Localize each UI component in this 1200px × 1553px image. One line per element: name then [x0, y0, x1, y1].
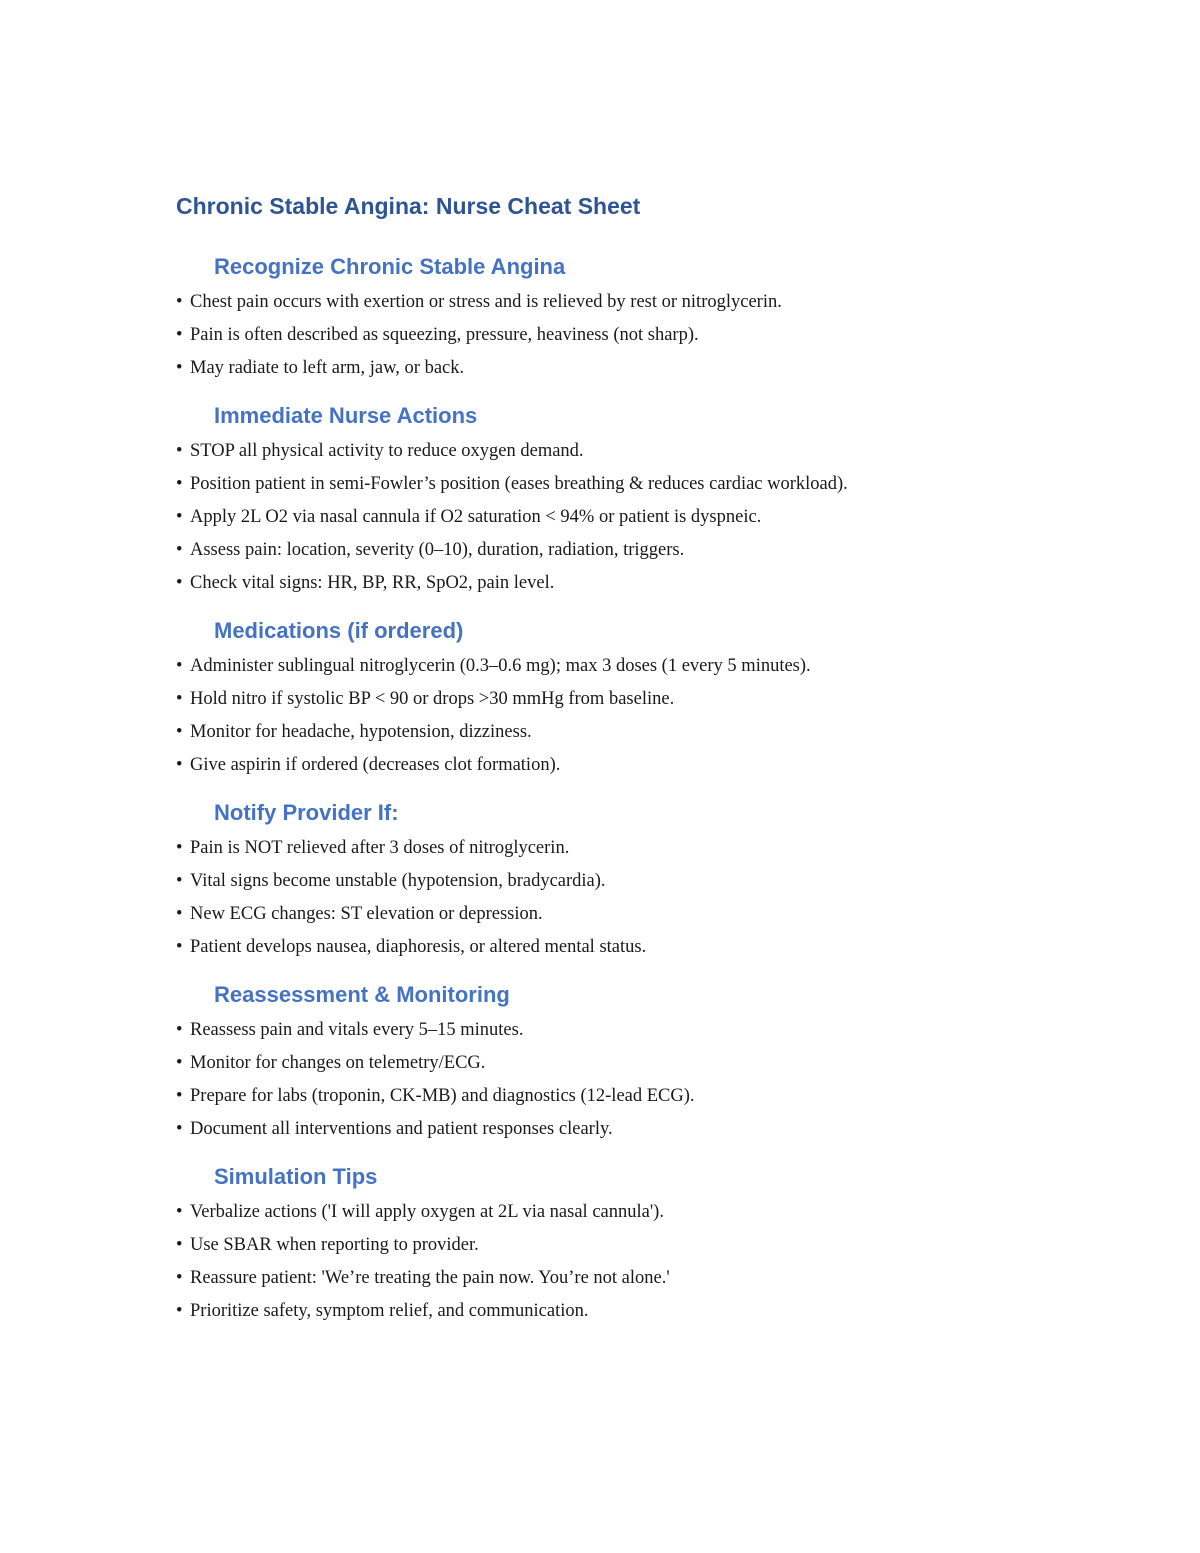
bullet-icon: • [176, 755, 183, 775]
bullet-icon: • [176, 1086, 183, 1106]
bullet-icon: • [176, 1235, 183, 1255]
bullet-text: Reassure patient: 'We’re treating the pain now. You’re not alone.' [190, 1268, 670, 1288]
bullet-text: Pain is NOT relieved after 3 doses of nitroglycerin. [190, 838, 570, 858]
bullet-text: Prioritize safety, symptom relief, and communication. [190, 1301, 589, 1321]
bullet-item [176, 749, 1076, 782]
bullet-list [176, 435, 1076, 600]
bullet-item [176, 1113, 1076, 1146]
bullet-text: Use SBAR when reporting to provider. [190, 1235, 479, 1255]
bullet-icon: • [176, 474, 183, 494]
bullet-text: Administer sublingual nitroglycerin (0.3–0.6 mg); max 3 doses (1 every 5 minutes). [190, 656, 811, 676]
bullet-text: Check vital signs: HR, BP, RR, SpO2, pain level. [190, 573, 555, 593]
bullet-text: Verbalize actions ('I will apply oxygen at 2L via nasal cannula'). [190, 1202, 664, 1222]
bullet-icon: • [176, 1053, 183, 1073]
bullet-item [176, 898, 1076, 931]
bullet-list [176, 832, 1076, 964]
bullet-text: Give aspirin if ordered (decreases clot formation). [190, 755, 561, 775]
bullet-icon: • [176, 937, 183, 957]
bullet-icon: • [176, 292, 183, 312]
section [176, 616, 1076, 782]
bullet-item [176, 286, 1076, 319]
bullet-text: Reassess pain and vitals every 5–15 minutes. [190, 1020, 524, 1040]
bullet-text: Patient develops nausea, diaphoresis, or altered mental status. [190, 937, 647, 957]
section [176, 252, 1076, 385]
bullet-icon: • [176, 573, 183, 593]
bullet-item [176, 683, 1076, 716]
section-heading: Recognize Chronic Stable Angina [214, 254, 566, 279]
bullet-icon: • [176, 904, 183, 924]
bullet-text: Document all interventions and patient responses clearly. [190, 1119, 613, 1139]
bullet-item [176, 567, 1076, 600]
bullet-text: Vital signs become unstable (hypotension, bradycardia). [190, 871, 606, 891]
bullet-icon: • [176, 838, 183, 858]
bullet-list [176, 1014, 1076, 1146]
bullet-icon: • [176, 507, 183, 527]
bullet-list [176, 286, 1076, 385]
bullet-item [176, 534, 1076, 567]
bullet-icon: • [176, 1202, 183, 1222]
bullet-list [176, 1196, 1076, 1328]
bullet-text: Hold nitro if systolic BP < 90 or drops >30 mmHg from baseline. [190, 689, 675, 709]
bullet-item [176, 1080, 1076, 1113]
bullet-item [176, 832, 1076, 865]
bullet-text: Pain is often described as squeezing, pressure, heaviness (not sharp). [190, 325, 699, 345]
bullet-icon: • [176, 441, 183, 461]
bullet-text: New ECG changes: ST elevation or depression. [190, 904, 543, 924]
section [176, 798, 1076, 964]
bullet-text: Monitor for headache, hypotension, dizziness. [190, 722, 532, 742]
bullet-icon: • [176, 871, 183, 891]
bullet-icon: • [176, 1301, 183, 1321]
bullet-item [176, 865, 1076, 898]
bullet-icon: • [176, 1119, 183, 1139]
bullet-icon: • [176, 689, 183, 709]
section-heading: Notify Provider If: [214, 800, 399, 825]
sections-container [176, 252, 1076, 1328]
document-title: Chronic Stable Angina: Nurse Cheat Sheet [176, 193, 641, 219]
bullet-text: Monitor for changes on telemetry/ECG. [190, 1053, 486, 1073]
bullet-item [176, 1229, 1076, 1262]
bullet-text: May radiate to left arm, jaw, or back. [190, 358, 465, 378]
bullet-icon: • [176, 722, 183, 742]
bullet-item [176, 352, 1076, 385]
bullet-list [176, 650, 1076, 782]
bullet-item [176, 501, 1076, 534]
bullet-icon: • [176, 1268, 183, 1288]
bullet-icon: • [176, 1020, 183, 1040]
bullet-text: Assess pain: location, severity (0–10), duration, radiation, triggers. [190, 540, 685, 560]
bullet-text: STOP all physical activity to reduce oxygen demand. [190, 441, 584, 461]
section [176, 1162, 1076, 1328]
bullet-item [176, 319, 1076, 352]
bullet-text: Apply 2L O2 via nasal cannula if O2 saturation < 94% or patient is dyspneic. [190, 507, 762, 527]
bullet-item [176, 650, 1076, 683]
bullet-icon: • [176, 540, 183, 560]
bullet-icon: • [176, 358, 183, 378]
bullet-item [176, 1047, 1076, 1080]
bullet-item [176, 931, 1076, 964]
bullet-icon: • [176, 656, 183, 676]
bullet-text: Position patient in semi-Fowler’s position (eases breathing & reduces cardiac workload). [190, 474, 848, 494]
bullet-item [176, 435, 1076, 468]
bullet-text: Prepare for labs (troponin, CK-MB) and diagnostics (12-lead ECG). [190, 1086, 695, 1106]
bullet-item [176, 1262, 1076, 1295]
bullet-item [176, 468, 1076, 501]
bullet-item [176, 1014, 1076, 1047]
section [176, 980, 1076, 1146]
section-heading: Reassessment & Monitoring [214, 982, 510, 1007]
bullet-item [176, 716, 1076, 749]
bullet-icon: • [176, 325, 183, 345]
bullet-item [176, 1295, 1076, 1328]
document-content [176, 190, 1076, 1344]
bullet-text: Chest pain occurs with exertion or stress and is relieved by rest or nitroglycerin. [190, 292, 782, 312]
section-heading: Simulation Tips [214, 1164, 378, 1189]
section [176, 401, 1076, 600]
bullet-item [176, 1196, 1076, 1229]
section-heading: Medications (if ordered) [214, 618, 464, 643]
section-heading: Immediate Nurse Actions [214, 403, 478, 428]
